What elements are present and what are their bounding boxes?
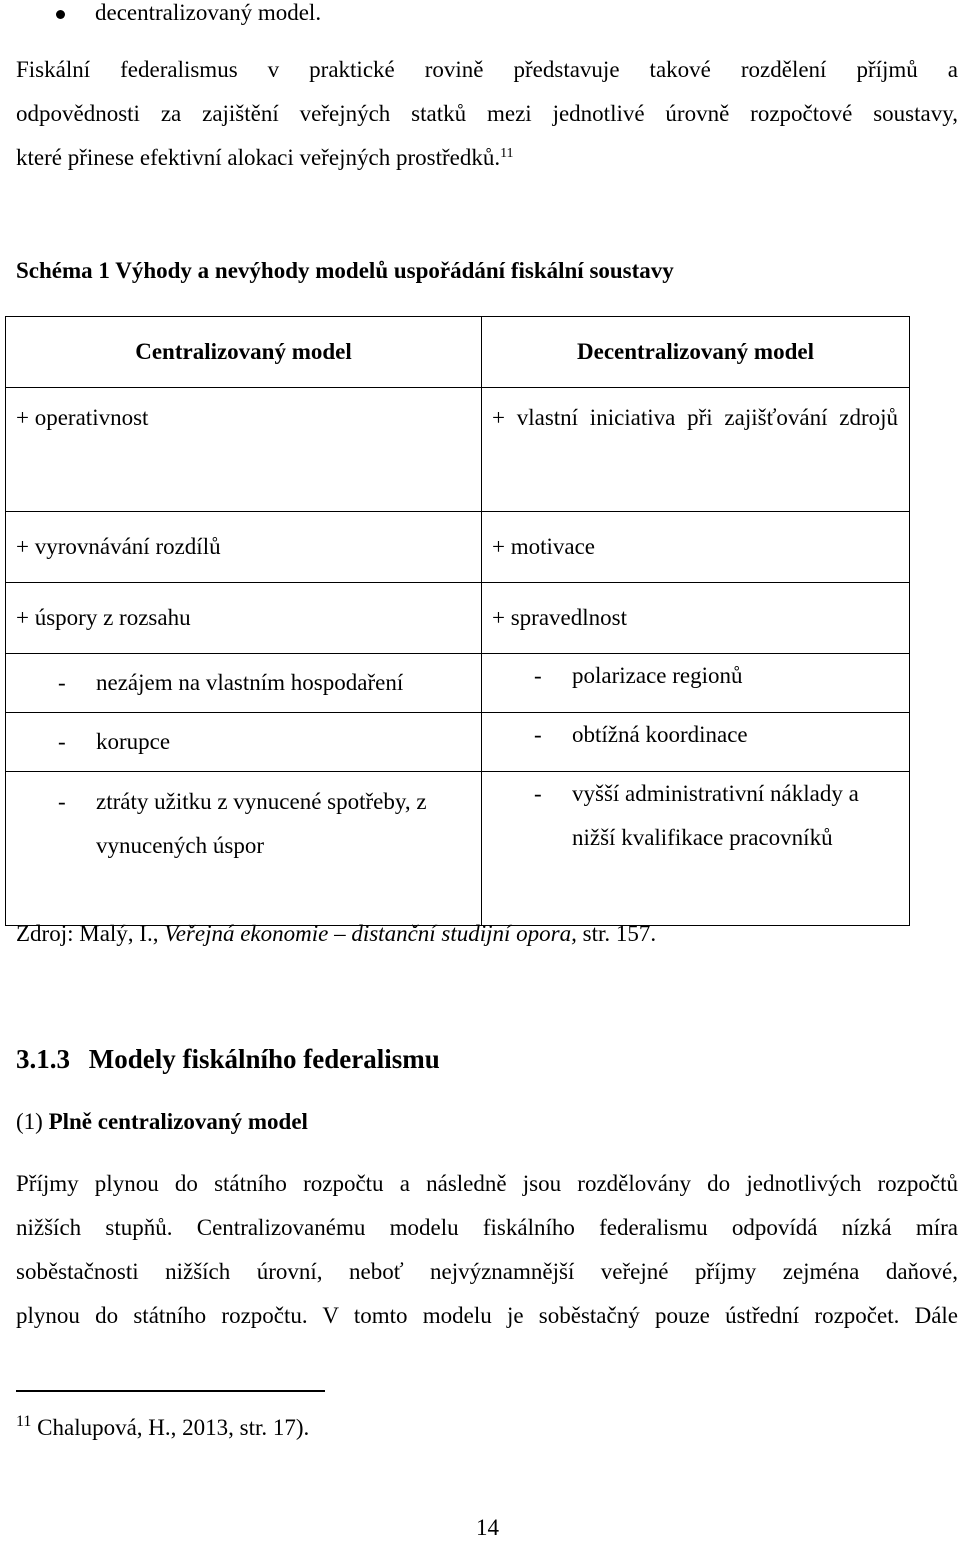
con-centralized (6, 654, 482, 713)
paragraph-fiscal-federalism (16, 48, 958, 180)
footnote-text: Chalupová, H., 2013, str. 17). (37, 1415, 310, 1440)
section-number: 3.1.3 (16, 1044, 70, 1074)
header-decentralized: Decentralizovaný model (482, 317, 910, 388)
subsection-heading (16, 1109, 308, 1135)
footnote (16, 1415, 309, 1441)
pro-decentralized: + spravedlnost (482, 583, 910, 654)
pro-decentralized: + vlastní iniciativa při zajišťování zdrojů (482, 388, 910, 512)
source-prefix: Zdroj: Malý, I., (16, 921, 159, 946)
dash-marker: - (534, 781, 542, 806)
con-decentralized (482, 713, 910, 772)
dash-marker: - (58, 789, 66, 814)
paragraph-line: soběstačnosti nižších úrovní, neboť nejvýznamnější veřejné příjmy zejména daňové, (16, 1259, 958, 1284)
con-centralized (6, 772, 482, 926)
dash-marker: - (58, 670, 66, 695)
footnote-separator (16, 1390, 325, 1392)
schema-table (5, 316, 910, 926)
con-text: obtížná koordinace (572, 722, 748, 747)
bullet-text: decentralizovaný model. (95, 0, 322, 25)
subsection-title: Plně centralizovaný model (48, 1109, 308, 1134)
con-item (16, 720, 471, 764)
paragraph-line: plynou do státního rozpočtu. V tomto modelu je soběstačný pouze ústřední rozpočet. Dále (16, 1303, 958, 1328)
dash-marker: - (534, 722, 542, 747)
con-text: korupce (96, 729, 171, 754)
paragraph-line: odpovědnosti za zajištění veřejných statků mezi jednotlivé úrovně rozpočtové soustavy, (16, 101, 958, 126)
con-item (16, 661, 471, 705)
con-text: polarizace regionů (572, 663, 743, 688)
con-text: ztráty užitku z vynucené spotřeby, z vynucených úspor (96, 789, 427, 858)
paragraph-line: Fiskální federalismus v praktické rovině představuje takové rozdělení příjmů a (16, 57, 958, 82)
subsection-number: (1) (16, 1109, 43, 1134)
header-centralized: Centralizovaný model (6, 317, 482, 388)
section-title: Modely fiskálního federalismu (88, 1044, 440, 1074)
source-suffix: str. 157. (582, 921, 657, 946)
pro-decentralized: + motivace (482, 512, 910, 583)
schema-caption: Schéma 1 Výhody a nevýhody modelů uspořádání fiskální soustavy (16, 258, 674, 283)
section-heading (16, 1044, 440, 1075)
page-number: 14 (476, 1515, 499, 1540)
paragraph-line (16, 136, 958, 180)
con-text: vyšší administrativní náklady a nižší kvalifikace pracovníků (572, 781, 859, 850)
con-item (16, 780, 471, 868)
con-centralized (6, 713, 482, 772)
footnote-ref: 11 (500, 146, 514, 161)
paragraph-line: Příjmy plynou do státního rozpočtu a následně jsou rozdělovány do jednotlivých rozpočtů (16, 1171, 958, 1196)
con-item (492, 772, 899, 860)
con-text: nezájem na vlastním hospodaření (96, 670, 404, 695)
pro-centralized: + vyrovnávání rozdílů (6, 512, 482, 583)
con-item (492, 654, 899, 698)
footnote-number: 11 (16, 1413, 32, 1430)
source-title: Veřejná ekonomie – distanční studijní opora, (164, 921, 577, 946)
dash-marker: - (58, 729, 66, 754)
con-decentralized (482, 772, 910, 926)
paragraph-line: nižších stupňů. Centralizovanému modelu fiskálního federalismu odpovídá nízká míra (16, 1215, 958, 1240)
bullet-dot-icon (56, 10, 65, 19)
con-decentralized (482, 654, 910, 713)
paragraph-centralized-model (16, 1162, 958, 1338)
paragraph-line-text: které přinese efektivní alokaci veřejných prostředků. (16, 145, 501, 170)
schema-source (16, 921, 656, 947)
bullet-item (60, 0, 321, 26)
pro-centralized: + operativnost (6, 388, 482, 512)
pro-centralized: + úspory z rozsahu (6, 583, 482, 654)
con-item (492, 713, 899, 757)
dash-marker: - (534, 663, 542, 688)
